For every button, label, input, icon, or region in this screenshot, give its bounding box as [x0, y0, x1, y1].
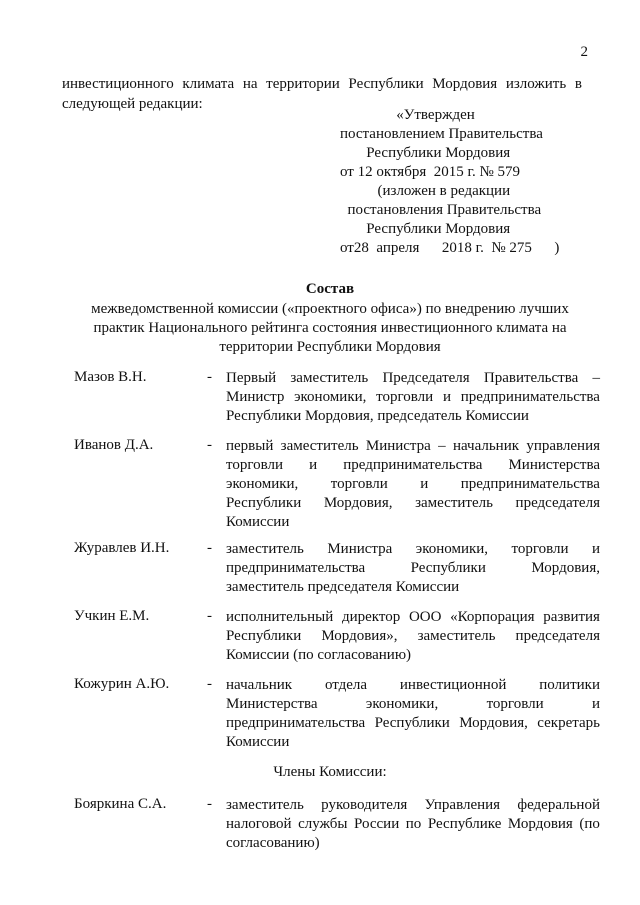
member-name: Учкин Е.М. — [74, 608, 150, 624]
member-dash: - — [207, 608, 212, 624]
role-word: заместитель — [280, 438, 359, 454]
document-subtitle — [62, 300, 598, 357]
role-word: службы — [298, 816, 348, 832]
role-word: заместитель — [290, 370, 369, 386]
role-word: Министра — [327, 541, 393, 557]
intro-word: на — [242, 76, 258, 92]
role-word: ООО — [408, 609, 442, 625]
role-word: Республике — [427, 816, 502, 832]
role-word: (по — [579, 816, 600, 832]
subtitle-line: территории Республики Мордовия — [219, 339, 441, 355]
role-word: Республики Мордовия, председатель Комиссии — [226, 408, 529, 424]
member-name: Мазов В.Н. — [74, 369, 147, 385]
member-role-line — [226, 407, 600, 426]
intro-line-2: следующей редакции: — [62, 96, 203, 112]
role-word: Республики — [410, 560, 486, 576]
role-word: предпринимательства — [226, 715, 366, 731]
member-role-line — [226, 733, 600, 752]
role-word: торговли — [376, 389, 434, 405]
member-name: Кожурин А.Ю. — [74, 676, 170, 692]
member-role-line — [226, 676, 600, 695]
role-word: торговли — [226, 457, 284, 473]
role-word: России — [354, 816, 400, 832]
subtitle-line: межведомственной комиссии («проектного офиса») по внедрению лучших — [91, 301, 569, 317]
role-word: председателя — [515, 495, 600, 511]
approval-line: (изложен в редакции — [340, 183, 511, 199]
role-word: торговли — [511, 541, 569, 557]
member-role-line — [226, 627, 600, 646]
members-heading: Члены Комиссии: — [273, 764, 387, 780]
member-role-line — [226, 646, 600, 665]
approval-line: Республики Мордовия — [340, 145, 511, 161]
role-word: управления — [526, 438, 600, 454]
intro-word: климата — [182, 76, 235, 92]
role-word: развития — [543, 609, 600, 625]
role-word: Комиссии — [226, 734, 290, 750]
role-word: федеральной — [517, 797, 600, 813]
intro-line-1 — [62, 74, 582, 94]
member-role-line — [226, 369, 600, 388]
approval-stamp-block — [340, 106, 610, 258]
member-dash: - — [207, 796, 212, 812]
role-word: председателя — [515, 628, 600, 644]
member-role-line — [226, 388, 600, 407]
role-word: предпринимательства — [460, 476, 600, 492]
role-word: начальник — [226, 677, 293, 693]
approval-line: от28 апреля 2018 г. № 275 ) — [340, 240, 560, 256]
member-role-line — [226, 834, 600, 853]
role-word: Первый — [226, 370, 277, 386]
role-word: Мордовия, — [531, 560, 600, 576]
role-word: и — [420, 476, 429, 492]
role-word: Республики — [226, 628, 302, 644]
role-word: Министра — [365, 438, 431, 454]
role-word: политики — [539, 677, 600, 693]
role-word: – — [592, 370, 600, 386]
member-dash: - — [207, 676, 212, 692]
role-word: отдела — [324, 677, 368, 693]
role-word: Мордовия, — [323, 495, 393, 511]
role-word: и — [591, 541, 600, 557]
member-role-line — [226, 815, 600, 834]
role-word: «Корпорация — [450, 609, 535, 625]
role-word: экономики, — [294, 389, 367, 405]
member-dash: - — [207, 540, 212, 556]
subtitle-line: практик Национального рейтинга состояния инвестиционного климата на — [93, 320, 567, 336]
approval-line: постановлением Правительства — [340, 126, 543, 142]
role-word: налоговой — [226, 816, 292, 832]
role-word: директор — [341, 609, 401, 625]
member-dash: - — [207, 369, 212, 385]
role-word: экономики, — [365, 696, 439, 712]
role-word: заместитель председателя Комиссии — [226, 579, 460, 595]
approval-line: от 12 октября 2015 г. № 579 — [340, 164, 521, 180]
member-name: Иванов Д.А. — [74, 437, 154, 453]
intro-word: Республики — [348, 76, 424, 92]
member-role-line — [226, 608, 600, 627]
document-title: Состав — [305, 281, 355, 297]
role-word: Комиссии — [226, 514, 290, 530]
member-role-line — [226, 695, 600, 714]
member-role-line — [226, 475, 600, 494]
role-word: Комиссии (по согласованию) — [226, 647, 412, 663]
member-role — [226, 608, 600, 665]
role-word: руководителя — [321, 797, 408, 813]
member-name: Бояркина С.А. — [74, 796, 167, 812]
role-word: Правительства — [483, 370, 579, 386]
intro-word: изложить — [505, 76, 567, 92]
member-name: Журавлев И.Н. — [74, 540, 170, 556]
intro-word: территории — [266, 76, 340, 92]
role-word: экономики, — [415, 541, 489, 557]
role-word: торговли — [486, 696, 544, 712]
role-word: заместитель — [226, 541, 304, 557]
role-word: по — [405, 816, 422, 832]
role-word: Мордовия — [507, 816, 573, 832]
member-role — [226, 369, 600, 426]
role-word: Министерства — [508, 457, 600, 473]
role-word: согласованию) — [226, 835, 320, 851]
member-role-line — [226, 456, 600, 475]
member-role-line — [226, 437, 600, 456]
role-word: Министр — [226, 389, 285, 405]
role-word: заместитель — [226, 797, 304, 813]
member-role — [226, 540, 600, 597]
member-role-line — [226, 494, 600, 513]
intro-word: в — [574, 76, 582, 92]
role-word: секретарь — [537, 715, 600, 731]
page-number: 2 — [580, 44, 588, 60]
role-word: предпринимательства — [460, 389, 600, 405]
role-word: исполнительный — [226, 609, 334, 625]
member-role-line — [226, 796, 600, 815]
member-role-line — [226, 714, 600, 733]
role-word: Мордовия, — [459, 715, 528, 731]
member-role-line — [226, 578, 600, 597]
member-role — [226, 676, 600, 752]
role-word: Управления — [424, 797, 501, 813]
approval-line: «Утвержден — [340, 107, 475, 123]
role-word: инвестиционной — [399, 677, 507, 693]
role-word: Министерства — [226, 696, 318, 712]
member-role — [226, 796, 600, 853]
role-word: – — [438, 438, 446, 454]
member-role — [226, 437, 600, 532]
role-word: первый — [226, 438, 274, 454]
member-role-line — [226, 559, 600, 578]
role-word: Председателя — [382, 370, 470, 386]
role-word: торговли — [330, 476, 388, 492]
role-word: предпринимательства — [343, 457, 483, 473]
role-word: начальник — [452, 438, 520, 454]
approval-line: Республики Мордовия — [340, 221, 511, 237]
member-role-line — [226, 540, 600, 559]
role-word: и — [309, 457, 318, 473]
role-word: Мордовия», — [321, 628, 398, 644]
approval-line: постановления Правительства — [340, 202, 542, 218]
role-word: заместитель — [415, 495, 493, 511]
role-word: заместитель — [417, 628, 496, 644]
role-word: предпринимательства — [226, 560, 366, 576]
member-role-line — [226, 513, 600, 532]
role-word: и — [591, 696, 600, 712]
role-word: и — [442, 389, 451, 405]
role-word: Республики — [374, 715, 450, 731]
member-dash: - — [207, 437, 212, 453]
role-word: Республики — [226, 495, 302, 511]
role-word: экономики, — [226, 476, 299, 492]
intro-word: инвестиционного — [62, 76, 174, 92]
intro-word: Мордовия — [432, 76, 498, 92]
